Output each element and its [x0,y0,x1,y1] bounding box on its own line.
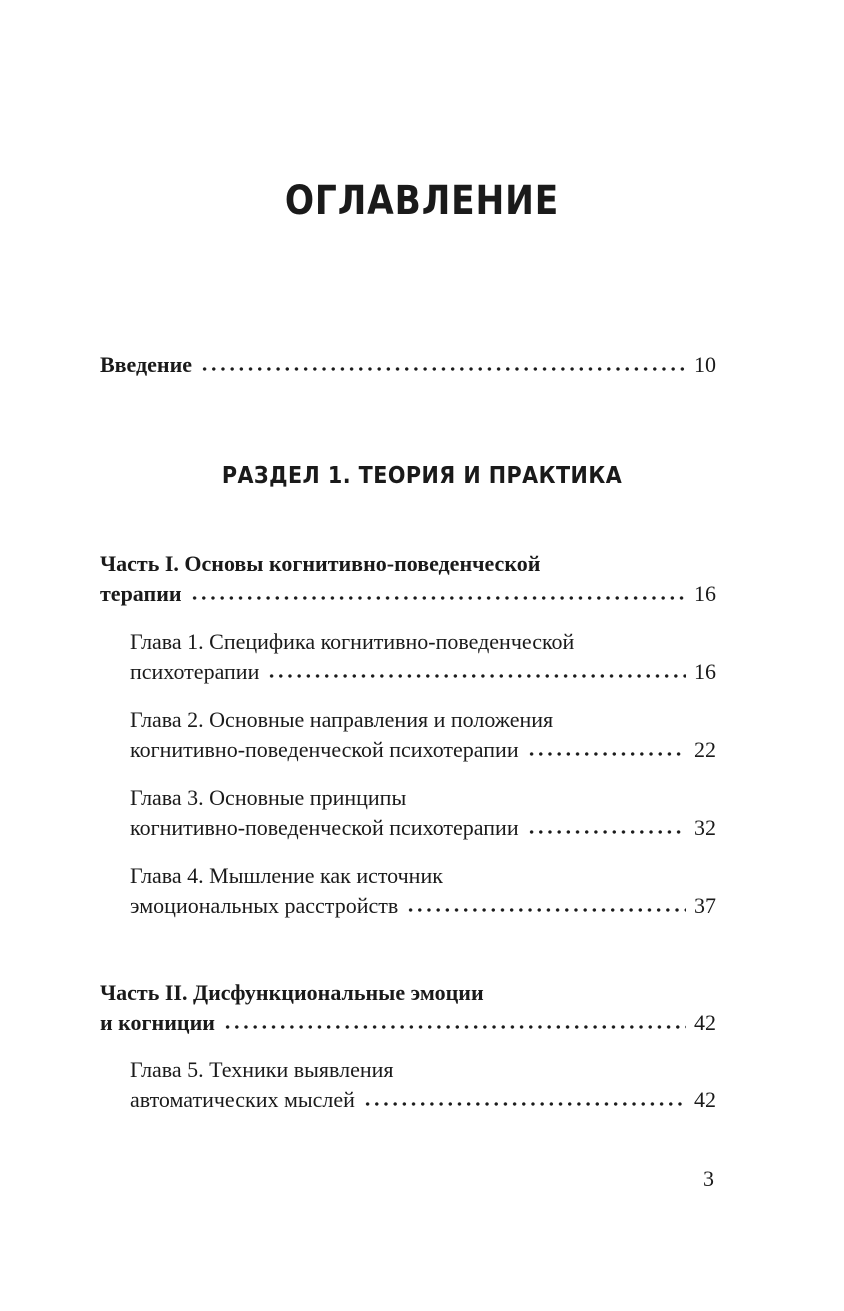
toc-page-number: 16 [694,659,716,684]
toc-entry-title: Глава 4. Мышление как источник [130,863,443,888]
dot-leader [363,1102,686,1106]
toc-entry-part-1[interactable] [100,549,716,609]
toc-page-number: 42 [694,1087,716,1112]
toc-entry-line [100,579,716,609]
toc-entry-chapter-1[interactable] [130,627,716,687]
page-number-footer: 3 [703,1166,714,1191]
toc-entry-title: Глава 2. Основные направления и положения [130,707,554,732]
toc-entry-title: Глава 5. Техники выявления [130,1057,394,1082]
toc-entry-part-2[interactable] [100,978,716,1038]
toc-entry-chapter-2[interactable] [130,705,716,765]
page-title: ОГЛАВЛЕНИЕ [284,178,560,224]
toc-entry-line [100,350,716,380]
dot-leader [190,596,686,600]
toc-entry-line [130,657,716,687]
dot-leader [200,367,686,371]
toc-entry-title-cont: автоматических мыслей [130,1087,355,1112]
toc-entry-title-cont: психотерапии [130,659,260,684]
toc-entry-line [130,891,716,921]
toc-page-number: 42 [694,1010,716,1035]
dot-leader [267,674,686,678]
toc-entry-title-cont: терапии [100,581,182,606]
toc-entry-line [130,735,716,765]
toc-entry-chapter-4[interactable] [130,861,716,921]
toc-entry-title: Часть II. Дисфункциональные эмоции [100,980,484,1005]
dot-leader [527,830,686,834]
toc-entry-title: Часть I. Основы когнитивно-поведенческой [100,551,541,576]
toc-entry-chapter-3[interactable] [130,783,716,843]
toc-entry-line [130,813,716,843]
toc-page-number: 32 [694,815,716,840]
dot-leader [223,1025,686,1029]
toc-entry-label: Введение [100,352,193,377]
section-heading: РАЗДЕЛ 1. ТЕОРИЯ И ПРАКТИКА [221,463,623,489]
toc-entry-line [100,1008,716,1038]
toc-entry-title-cont: эмоциональных расстройств [130,893,399,918]
toc-entry-title-cont: и когниции [100,1010,215,1035]
toc-entry-title: Глава 1. Специфика когнитивно-поведенческой [130,629,575,654]
toc-page-number: 22 [694,737,716,762]
toc-page-number: 10 [694,352,716,377]
dot-leader [406,908,686,912]
toc-entry-title-cont: когнитивно-поведенческой психотерапии [130,737,519,762]
toc-page-number: 37 [694,893,716,918]
toc-entry-title-cont: когнитивно-поведенческой психотерапии [130,815,519,840]
toc-entry-line [130,1085,716,1115]
toc-entry-intro[interactable] [100,350,716,380]
toc-entry-title: Глава 3. Основные принципы [130,785,407,810]
toc-entry-chapter-5[interactable] [130,1055,716,1115]
toc-page-number: 16 [694,581,716,606]
dot-leader [527,752,686,756]
